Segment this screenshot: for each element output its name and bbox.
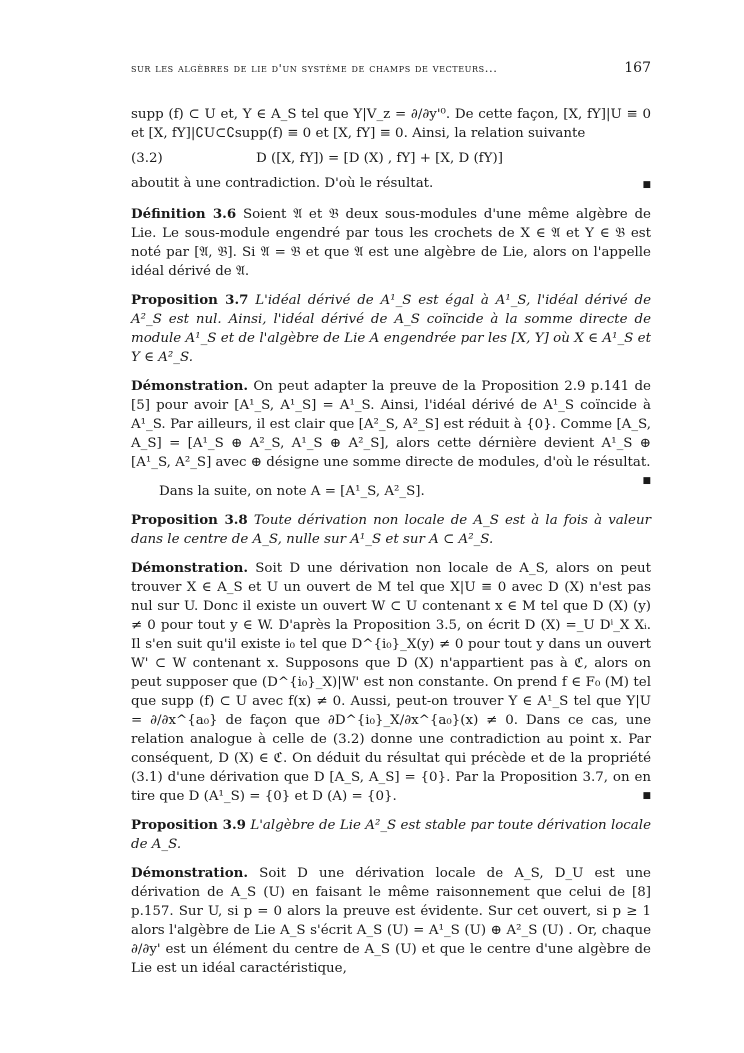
demonstration-label: Démonstration. [131, 560, 249, 576]
demonstration-label: Démonstration. [131, 865, 249, 881]
definition-label: Définition 3.6 [131, 206, 237, 222]
demonstration-3-9 [131, 864, 651, 978]
demonstration-text: Soit D une dérivation locale de A_S, D_U est une dérivation de A_S (U) en faisant le même raisonnement que celui de [8] p.157. Sur U, si p = 0 alors la preuve est évidente. Sur cet ouvert, si p ≥ 1 alors l'algèbre de Lie A_S s'écrit A_S (U) = A¹_S (U) ⊕ A²_S (U) . Or, chaque ∂/∂y' est un élément du centre de A_S (U) et que le centre d'une algèbre de Lie est un idéal caractéristique, [131, 866, 651, 976]
proposition-3-9 [131, 816, 651, 854]
demonstration-3-7 [131, 377, 651, 486]
proposition-text: Toute dérivation non locale de A_S est à la fois à valeur dans le centre de A_S, nulle sur A¹_S et sur A ⊂ A²_S. [131, 513, 652, 547]
contradiction-text: aboutit à une contradiction. D'où le résultat. [131, 176, 434, 191]
demonstration-label: Démonstration. [131, 378, 249, 394]
page-header [131, 60, 651, 76]
paragraph-supp: supp (f) ⊂ U et, Y ∈ A_S tel que Y|V_z = ∂/∂y'⁰. De cette façon, [X, fY]|U ≡ 0 et [X, fY]|∁U⊂∁supp(f) ≡ 0 et [X, fY] ≡ 0. Ainsi, la relation suivante [131, 107, 651, 141]
proposition-3-7 [131, 291, 651, 367]
equation-number: (3.2) [131, 151, 163, 166]
proposition-label: Proposition 3.8 [131, 512, 248, 528]
equation-3-2 [131, 149, 651, 168]
demonstration-text: Soit D une dérivation non locale de A_S, alors on peut trouver X ∈ A_S et U un ouvert de M tel que X|U ≡ 0 avec D (X) n'est pas nul sur U. Donc il existe un ouvert W ⊂ U contenant x ∈ M tel que D (X) (y) ≠ 0 pour tout y ∈ W. D'après la Proposition 3.5, on écrit D (X) =_U Dⁱ_X Xᵢ. Il s'en suit qu'il existe i₀ tel que D^{i₀}_X(y) ≠ 0 pour tout y dans un ouvert W' ⊂ W contenant x. Supposons que D (X) n'appartient pas à ℭ, alors on peut supposer que (D^{i₀}_X)|W' est non constante. On prend f ∈ F₀ (M) tel que supp (f) ⊂ U avec f(x) ≠ 0. Aussi, peut-on trouver Y ∈ A¹_S tel que Y|U = ∂/∂x^{a₀} de façon que ∂D^{i₀}_X/∂x^{a₀}(x) ≠ 0. Dans ce cas, une relation analogue à celle de (3.2) donne une contradiction au point x. Par conséquent, D (X) ∈ ℭ. On déduit du résultat qui précède et de la propriété (3.1) d'une dérivation que D [A_S, A_S] = {0}. Par la Proposition 3.7, on en tire que D (A¹_S) = {0} et D (A) = {0}. [131, 561, 651, 804]
remark-notation: Dans la suite, on note A = [A¹_S, A²_S]. [159, 484, 425, 499]
qed-square-icon: ■ [642, 180, 651, 190]
qed-square-icon: ■ [642, 476, 651, 486]
page-number: 167 [624, 60, 651, 76]
qed-square-icon: ■ [642, 791, 651, 801]
proposition-label: Proposition 3.7 [131, 292, 249, 308]
page-body [131, 105, 651, 988]
definition-text: Soient 𝔄 et 𝔅 deux sous-modules d'une même algèbre de Lie. Le sous-module engendré par tous les crochets de X ∈ 𝔄 et Y ∈ 𝔅 est noté par [𝔄, 𝔅]. Si 𝔄 = 𝔅 et que 𝔄 est une algèbre de Lie, alors on l'appelle idéal dérivé de 𝔄. [131, 207, 651, 279]
proposition-text: L'algèbre de Lie A²_S est stable par toute dérivation locale de A_S. [131, 818, 651, 852]
proposition-label: Proposition 3.9 [131, 817, 246, 833]
definition-3-6 [131, 205, 651, 281]
demonstration-text: On peut adapter la preuve de la Proposition 2.9 p.141 de [5] pour avoir [A¹_S, A¹_S] = A¹_S. Ainsi, l'idéal dérivé de A¹_S coïncide à A¹_S. Par ailleurs, il est clair que [A²_S, A²_S] est réduit à {0}. Comme [A_S, A_S] = [A¹_S ⊕ A²_S, A¹_S ⊕ A²_S], alors cette dérnière devient A¹_S ⊕ [A¹_S, A²_S] avec ⊕ désigne une somme directe de modules, d'où le résultat. [131, 379, 651, 470]
proposition-text: L'idéal dérivé de A¹_S est égal à A¹_S, l'idéal dérivé de A²_S est nul. Ainsi, l'idéal dérivé de A_S coïncide à la somme directe de module A¹_S et de l'algèbre de Lie A engendrée par les [X, Y] où X ∈ A¹_S et Y ∈ A²_S. [131, 293, 651, 365]
equation-body: D ([X, fY]) = [D (X) , fY] + [X, D (fY)] [256, 151, 503, 166]
proposition-3-8 [131, 511, 651, 549]
paragraph-contradiction [131, 174, 651, 195]
demonstration-3-8 [131, 559, 651, 806]
running-title: sur les algèbres de lie d'un système de champs de vecteurs... [131, 61, 498, 75]
